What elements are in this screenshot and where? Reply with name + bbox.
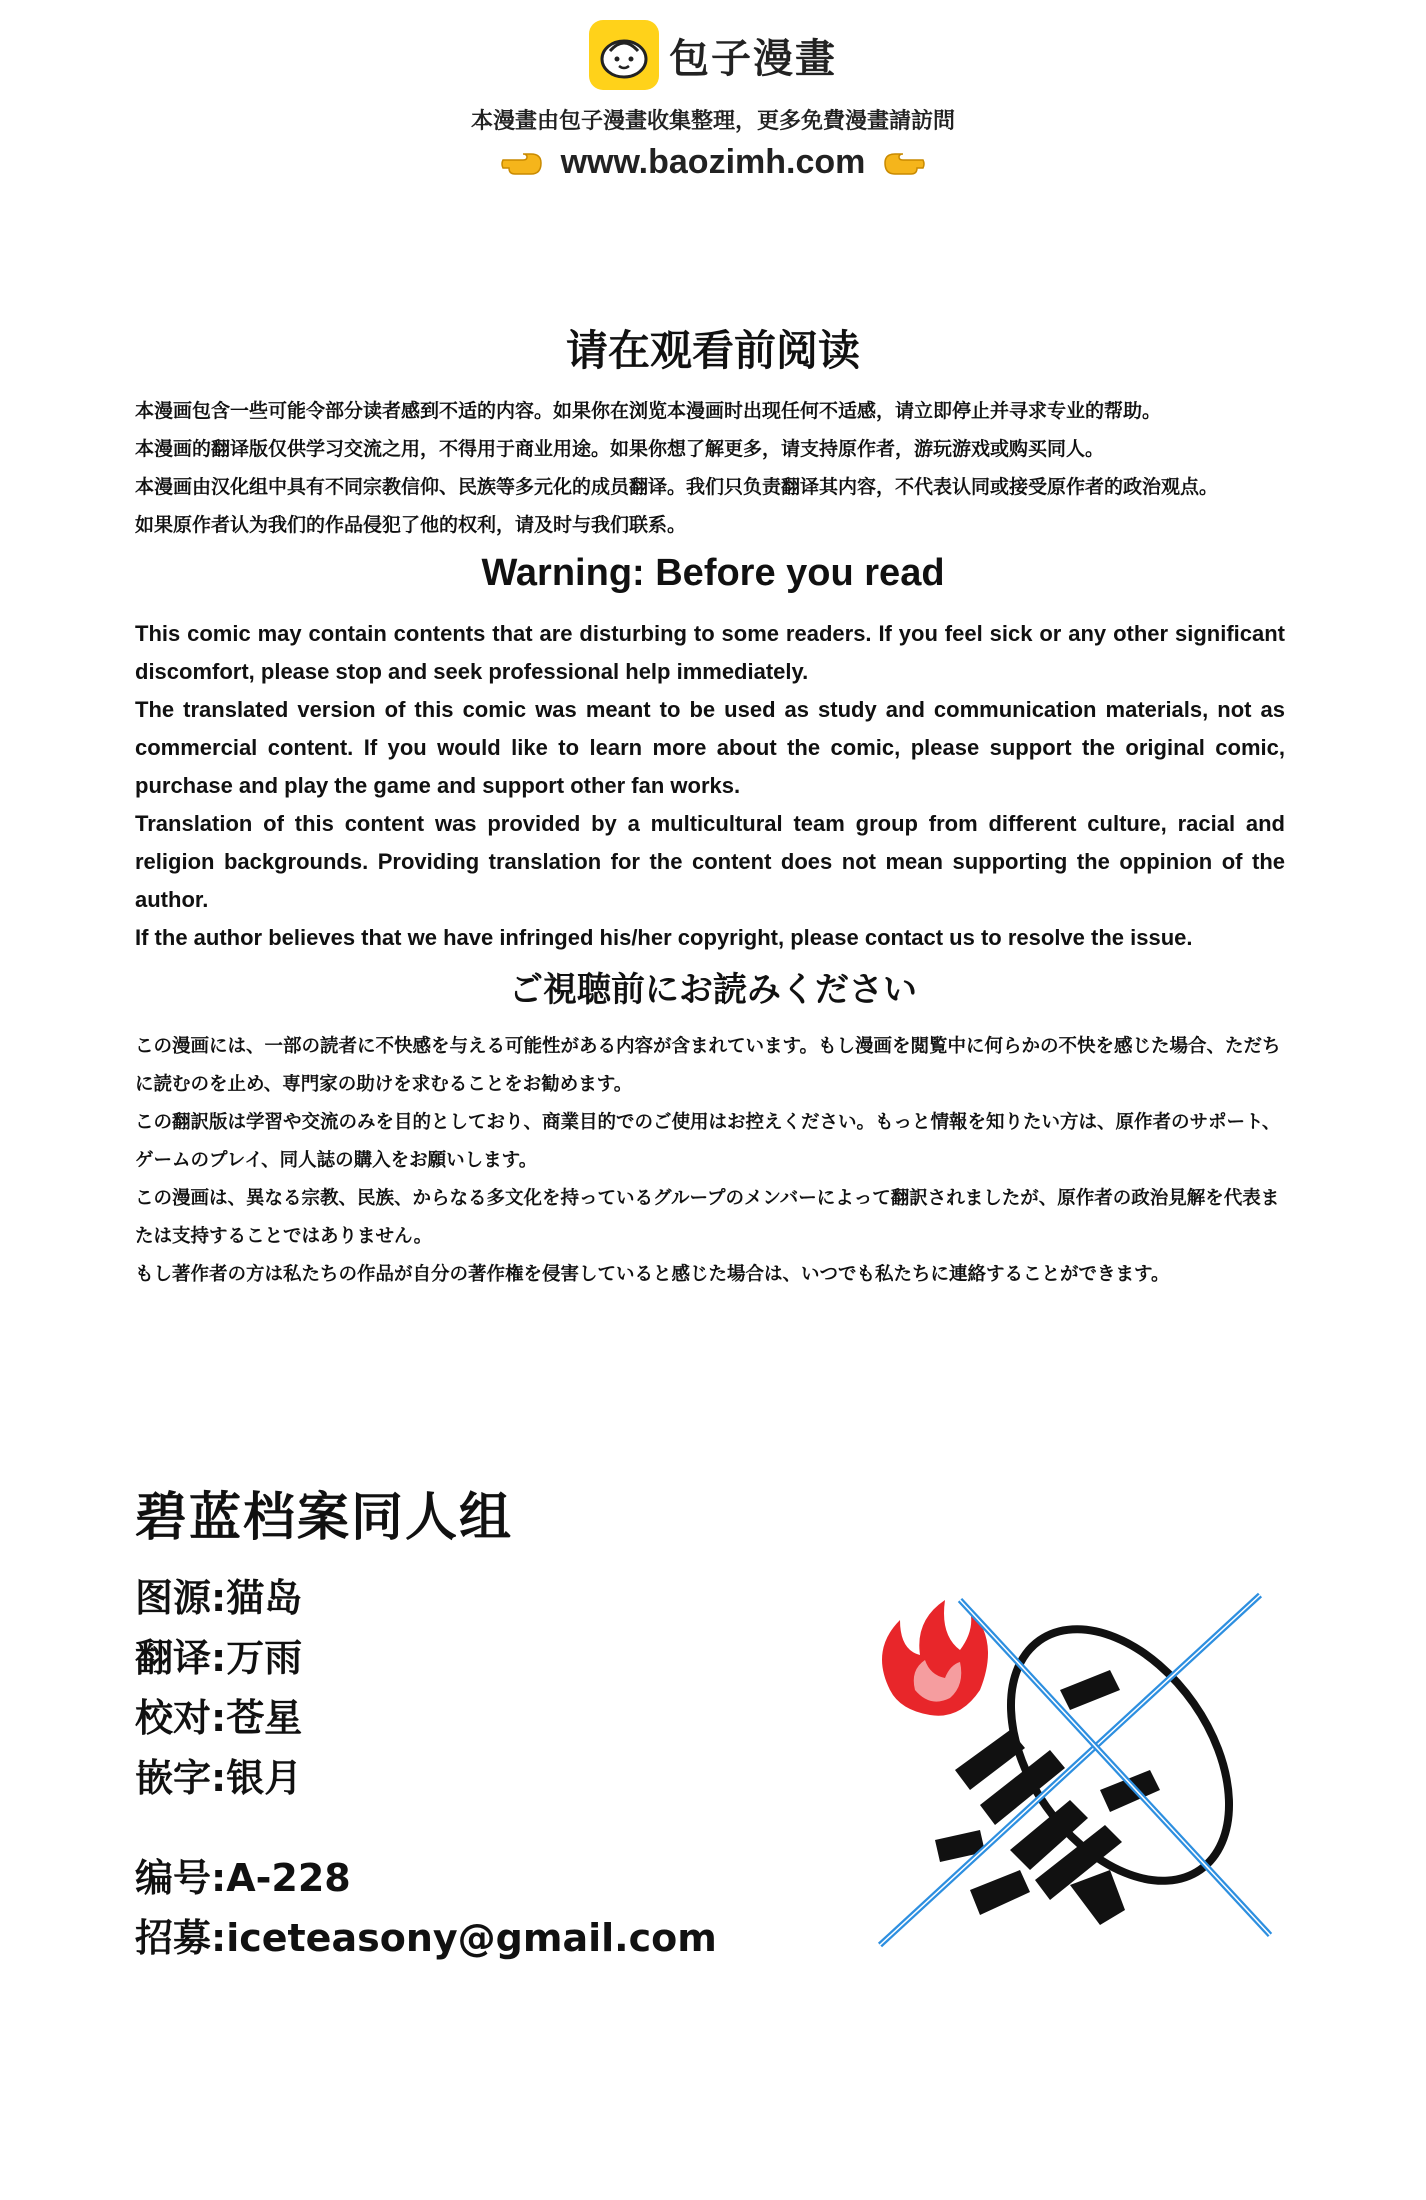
notice-cn-paragraph: 本漫画的翻译版仅供学习交流之用，不得用于商业用途。如果你想了解更多，请支持原作者，游玩游戏或购买同人。 — [135, 438, 1105, 460]
credit-spacer — [135, 1808, 717, 1848]
brand-name: 包子漫畫 — [669, 35, 837, 82]
notice-cn-paragraph: 本漫画包含一些可能令部分读者感到不适的内容。如果你在浏览本漫画时出现任何不适感，请立即停止并寻求专业的帮助。 — [135, 400, 1162, 422]
credit-number: 编号:A-228 — [135, 1856, 351, 1900]
notice-en-paragraph: Translation of this content was provided by a multicultural team group from different culture, racial and religion backgrounds. Providing translation for the content does not mean supporting the oppinion of the author. — [135, 811, 1285, 912]
notice-en-body — [135, 615, 1285, 957]
pointing-hand-right-icon — [501, 148, 543, 178]
notice-en-paragraph: This comic may contain contents that are disturbing to some readers. If you feel sick or any other significant discomfort, please stop and seek professional help immediately. — [135, 621, 1285, 684]
notice-jp-paragraph: この漫画は、異なる宗教、民族、からなる多文化を持っているグループのメンバーによって翻訳されましたが、原作者の政治見解を代表または支持することではありません。 — [135, 1188, 1280, 1247]
notice-cn-body — [135, 392, 1285, 544]
notice-en-paragraph: The translated version of this comic was meant to be used as study and communication materials, not as commercial content. If you would like to learn more about the comic, please support the original comic, purchase and play the game and support other fan works. — [135, 697, 1285, 798]
notice-jp-paragraph: もし著作者の方は私たちの作品が自分の著作権を侵害していると感じた場合は、いつでも私たちに連絡することができます。 — [135, 1264, 1170, 1285]
brand-row — [0, 20, 1426, 90]
notice-jp-title: ご視聴前にお読みください — [509, 970, 917, 1010]
site-url-link[interactable]: www.baozimh.com — [560, 143, 866, 181]
group-emblem-icon — [860, 1580, 1280, 1980]
site-header — [0, 20, 1426, 182]
notice-jp-body — [135, 1028, 1285, 1294]
credit-proofreading: 校对:苍星 — [135, 1696, 303, 1740]
notice-cn-paragraph: 如果原作者认为我们的作品侵犯了他的权利，请及时与我们联系。 — [135, 514, 687, 536]
url-row — [0, 143, 1426, 182]
tagline: 本漫畫由包子漫畫收集整理，更多免費漫畫請訪問 — [470, 109, 955, 134]
notice-cn-title: 请在观看前阅读 — [565, 326, 860, 375]
pointing-hand-left-icon — [883, 148, 925, 178]
notice-jp-paragraph: この漫画には、一部の読者に不快感を与える可能性がある内容が含まれています。もし漫画を閲覧中に何らかの不快を感じた場合、ただちに読むのを止め、専門家の助けを求むることをお勧めます。 — [135, 1036, 1281, 1095]
notice-en-paragraph: If the author believes that we have infringed his/her copyright, please contact us to resolve the issue. — [135, 925, 1193, 950]
credit-recruit-email[interactable]: 招募:iceteasony@gmail.com — [135, 1916, 717, 1960]
credit-source: 图源:猫岛 — [135, 1576, 303, 1620]
credits-block — [135, 1475, 717, 1968]
notice-en-title: Warning: Before you read — [481, 552, 945, 594]
credit-translation: 翻译:万雨 — [135, 1636, 303, 1680]
notice-jp-paragraph: この翻訳版は学習や交流のみを目的としており、商業目的でのご使用はお控えください。もっと情報を知りたい方は、原作者のサポート、ゲームのプレイ、同人誌の購入をお願いします。 — [135, 1112, 1281, 1171]
baozi-logo-icon — [589, 20, 659, 90]
notice-cn-paragraph: 本漫画由汉化组中具有不同宗教信仰、民族等多元化的成员翻译。我们只负责翻译其内容，不代表认同或接受原作者的政治观点。 — [135, 476, 1219, 498]
credit-typesetting: 嵌字:银月 — [135, 1756, 303, 1800]
group-name: 碧蓝档案同人组 — [135, 1488, 514, 1548]
